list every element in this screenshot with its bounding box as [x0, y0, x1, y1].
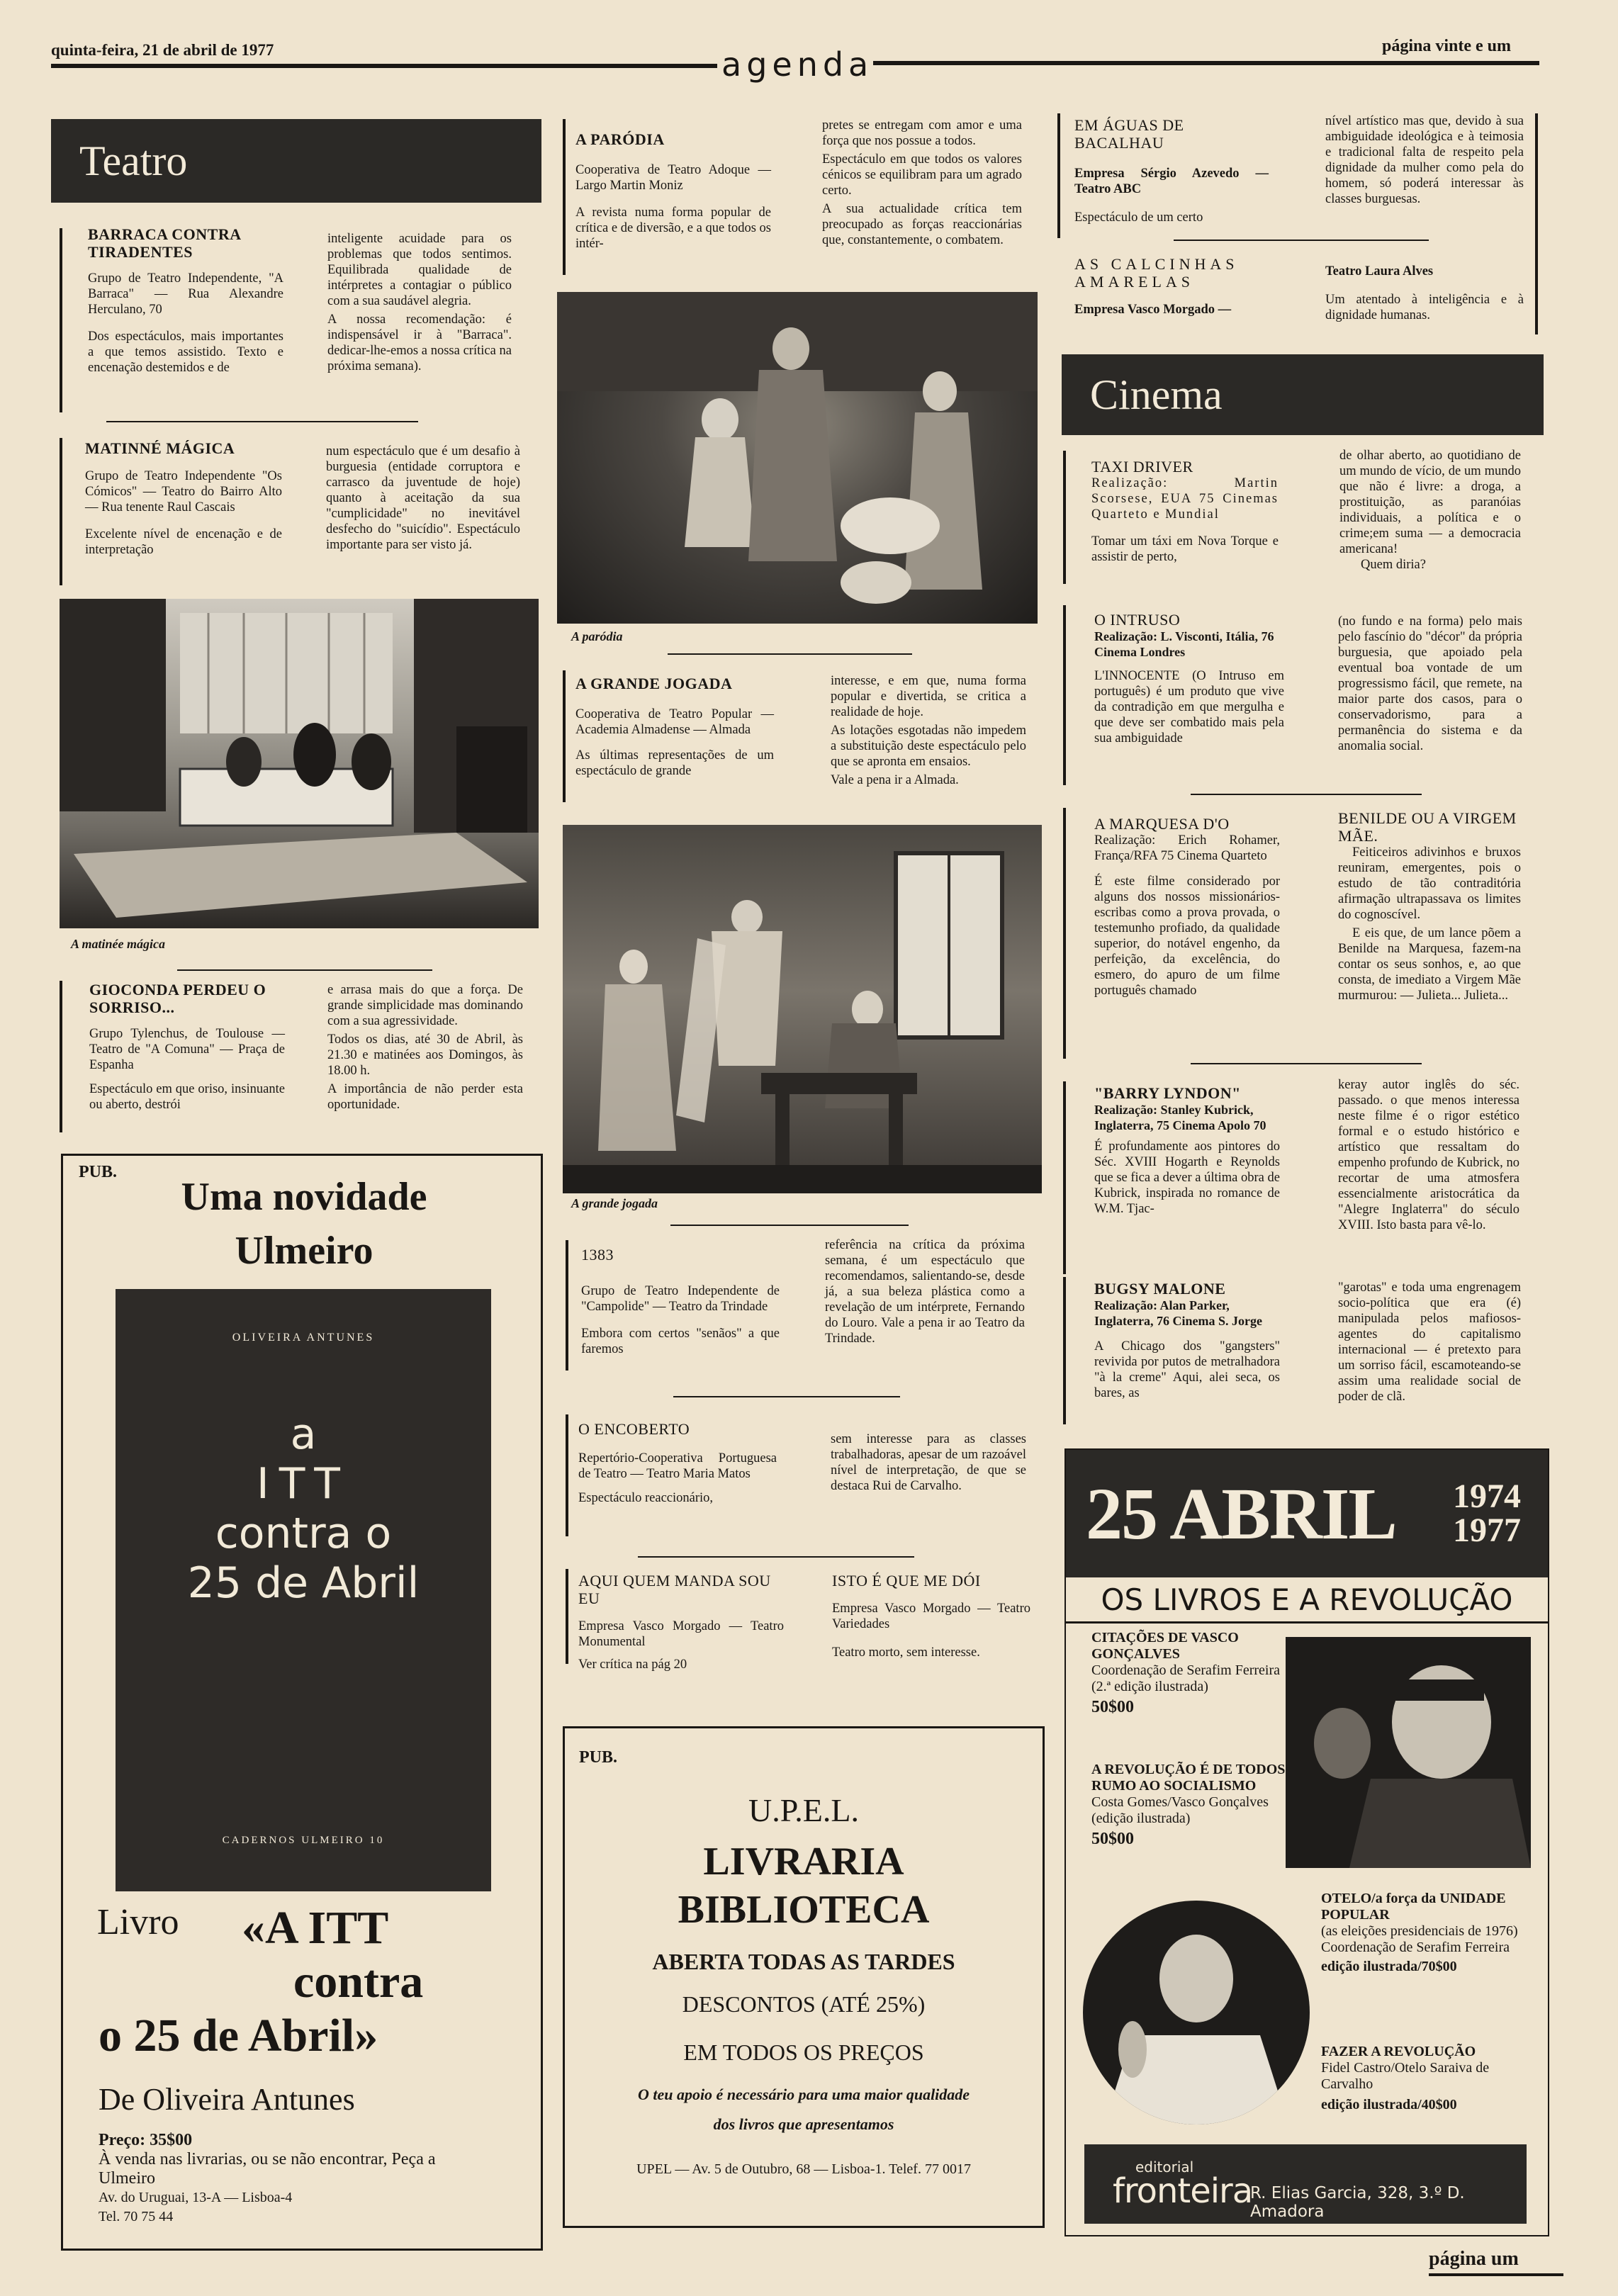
col2-bar-4 [566, 1414, 568, 1536]
b3-title: OTELO/a força da UNIDADE POPULAR [1321, 1891, 1506, 1923]
matine-text1: Excelente nível de encenação e de interpretação [85, 527, 282, 557]
parodia-text3: Espectáculo em que todos os valores cénicos se equilibram para um agrado certo. [822, 152, 1022, 198]
matine-review [85, 439, 282, 558]
gioconda-title: GIOCONDA PERDEU O SORRISO... [89, 981, 266, 1016]
intruso-credits: Realização: L. Visconti, Itália, 76 Cinema Londres [1094, 629, 1274, 659]
gioconda-review-cont [327, 982, 523, 1113]
n1383-review-cont [825, 1237, 1025, 1346]
ad-ulmeiro-livro: Livro [97, 1902, 179, 1942]
vasco-photo-art [1286, 1637, 1531, 1868]
caption-grande: A grande jogada [571, 1196, 658, 1210]
ad-upel-all: EM TODOS OS PREÇOS [683, 2039, 924, 2065]
section-title: agenda [721, 45, 874, 84]
barry-text1: É profundamente aos pintores do Séc. XVIII Hogarth e Reynolds que se fica a dever a última obra de Kubrick, inspirada no romance de W.M. Tjac- [1094, 1139, 1280, 1216]
n1383-title: 1383 [581, 1246, 614, 1264]
marquesa-text2: BENILDE OU A VIRGEM MÃE. [1338, 809, 1517, 845]
b4-title: FAZER A REVOLUÇÃO [1321, 2044, 1476, 2059]
parodia-text4: A sua actualidade crítica tem preocupado as forças reaccionárias que, constantemente, o combatem. [822, 202, 1022, 247]
fronteira-publisher-addr: R. Elias Garcia, 328, 3.º D. Amadora [1250, 2184, 1465, 2221]
taxi-credits: Realização: Martin Scorsese, EUA 75 Cinemas Quarteto e Mundial [1091, 476, 1279, 522]
gioconda-credits: Grupo Tylenchus, de Toulouse — Teatro de "A Comuna" — Praça de Espanha [89, 1027, 285, 1072]
fronteira-book1 [1091, 1630, 1290, 1716]
book-cover-a: a [290, 1409, 317, 1459]
barry-text2: keray autor inglês do séc. passado. o que menos interessa neste filme é o rigor estético formal e o estudo histórico e artístico que ressaltam do empenho profundo de Kubrick, no recortar de uma atmosfera essencialmente aristocrática da "Alegre Inglaterra" do século XVIII. Isto basta para vê-lo. [1338, 1078, 1519, 1232]
ad-upel-body [565, 1791, 1043, 2179]
rule-5 [673, 1396, 900, 1397]
book-cover-line3: 25 de Abril [187, 1558, 420, 1608]
footer-rule [1429, 2273, 1563, 2276]
col1-bar-2 [60, 438, 62, 585]
cinema-banner-title: Cinema [1090, 371, 1223, 418]
b2-price: 50$00 [1091, 1830, 1134, 1848]
grandejogada-photo [563, 825, 1042, 1193]
barraca-credits: Grupo de Teatro Independente, "A Barraca" — Rua Alexandre Herculano, 70 [88, 271, 283, 317]
parodia-title: A PARÓDIA [575, 130, 665, 148]
grandejogada-photo-art [563, 825, 1042, 1193]
calcinhas-review [1074, 255, 1287, 317]
grandejogada-text3: As lotações esgotadas não impedem a substituição deste espectáculo pelo que se apronta em ensaios. [831, 724, 1026, 769]
rule-4 [670, 1225, 909, 1226]
book-cover-title [116, 1409, 491, 1608]
ad-ulmeiro-booktitle [99, 1901, 517, 2063]
aquiquem-credits: Empresa Vasco Morgado — Teatro Monumental [578, 1619, 784, 1649]
ad-ulmeiro-pub: PUB. [79, 1163, 117, 1181]
marquesa-text4: E eis que, de um lance põem a Benilde na Marquesa, fazem-na contar os seus sonhos, e, ao que consta, de imediato a Virgem Mãe murmurou: — Julieta... Julieta... [1338, 926, 1521, 1003]
footer-page: página um [1429, 2248, 1519, 2270]
marquesa-title: A MARQUESA D'O [1094, 815, 1230, 833]
grandejogada-text4: Vale a pena ir a Almada. [831, 773, 959, 787]
encoberto-review [578, 1420, 777, 1506]
parodia-photo-art [557, 292, 1038, 624]
taxi-text3: Quem diria? [1361, 558, 1426, 572]
parodia-credits: Cooperativa de Teatro Adoque — Largo Martin Moniz [575, 163, 771, 193]
col2-bar-3 [566, 1240, 568, 1371]
istoe-title: ISTO É QUE ME DÓI [832, 1572, 981, 1589]
aguas-review [1074, 116, 1269, 225]
grandejogada-credits: Cooperativa de Teatro Popular — Academia Almadense — Almada [575, 707, 774, 737]
matine-photo [60, 599, 539, 928]
gioconda-text2: e arrasa mais do que a força. De grande simplicidade mas dominando com a sua agressividade. [327, 983, 523, 1028]
calcinhas-credits: Empresa Vasco Morgado — [1074, 303, 1232, 317]
encoberto-title: O ENCOBERTO [578, 1420, 690, 1438]
fronteira-year1: 1974 [1453, 1478, 1521, 1515]
b4-info: Fidel Castro/Otelo Saraiva de Carvalho [1321, 2060, 1490, 2092]
aquiquem-title: AQUI QUEM MANDA SOU EU [578, 1572, 771, 1607]
marquesa-text3: Feiticeiros adivinhos e bruxos reuniram, emergentes, pois o estudo de tão contraditória afirmação ultrapassava os limites do cognoscível. [1338, 845, 1521, 922]
grandejogada-review-cont [831, 673, 1026, 788]
aguas-text1: Espectáculo de um certo [1074, 210, 1203, 225]
taxi-review [1091, 458, 1279, 565]
encoberto-credits: Repertório-Cooperativa Portuguesa de Teatro — Teatro Maria Matos [578, 1451, 777, 1481]
parodia-review-cont [822, 118, 1022, 248]
parodia-text1: A revista numa forma popular de crítica e de diversão, e a que todos os intér- [575, 206, 771, 251]
header-page: página vinte e um [1382, 37, 1512, 55]
b3-price: edição ilustrada/70$00 [1321, 1959, 1457, 1974]
aguas-review-cont [1325, 113, 1524, 207]
ad-upel-name: U.P.E.L. [748, 1792, 859, 1828]
taxi-text2: de olhar aberto, ao quotidiano de um mundo de vício, de um mundo que não é livre: a droga, a prostituição, as paranóias individuais, a política e o crime;em suma — a democracia americana! [1339, 449, 1521, 556]
ad-upel-open: ABERTA TODAS AS TARDES [652, 1949, 955, 1974]
col1-bar-3 [60, 981, 62, 1132]
rule-8 [1191, 794, 1422, 795]
rule-6 [638, 1556, 914, 1558]
intruso-review-cont [1338, 614, 1522, 754]
ad-upel-support2: dos livros que apresentamos [713, 2115, 894, 2133]
header-rule-left [51, 64, 717, 68]
fronteira-publisher-band [1084, 2144, 1527, 2224]
aguas-text2: nível artístico mas que, devido à sua ambiguidade ideológica e à teimosia e tradicional falta de respeito pela dignidade da mulher como pela do homem, só poderá interessar às classes burguesas. [1325, 114, 1524, 206]
barraca-review-cont [327, 231, 512, 374]
encoberto-text1: Espectáculo reaccionário, [578, 1491, 714, 1505]
fronteira-subtitle: OS LIVROS E A REVOLUÇÃO [1066, 1579, 1548, 1623]
gioconda-review [89, 981, 285, 1113]
col3-bar-1 [1057, 113, 1060, 238]
gioconda-text1: Espectáculo em que oriso, insinuante ou aberto, destrói [89, 1082, 285, 1112]
fronteira-book2 [1091, 1762, 1290, 1847]
ad-upel-discount: DESCONTOS (ATÉ 25%) [682, 1991, 926, 2017]
ad-ulmeiro-author: De Oliveira Antunes [99, 2082, 355, 2117]
book-cover-series: CADERNOS ULMEIRO 10 [222, 1835, 385, 1846]
calcinhas-review-cont [1325, 264, 1524, 323]
barraca-review [88, 225, 283, 376]
ad-ulmeiro-headline [63, 1170, 545, 1278]
calcinhas-title: AS CALCINHAS AMARELAS [1074, 255, 1239, 291]
matine-text2: num espectáculo que é um desafio à burguesia (entidade corruptora e carrasco da juventude de hoje) quanto à aceitação da sua "cumplicidade" no inevitável desfecho do "suicídio". Espectáculo importante para ser visto já. [326, 444, 520, 552]
istoe-credits: Empresa Vasco Morgado — Teatro Variedades [832, 1602, 1030, 1631]
b2-title: A REVOLUÇÃO É DE TODOS RUMO AO SOCIALISMO [1091, 1762, 1286, 1794]
n1383-text1: Embora com certos "senãos" a que faremos [581, 1327, 780, 1356]
b4-price: edição ilustrada/40$00 [1321, 2097, 1457, 2112]
aquiquem-review [578, 1572, 784, 1672]
col3-right-bar [1535, 113, 1538, 334]
col2-bar-2 [563, 670, 566, 802]
fronteira-publisher-small: editorial [1135, 2159, 1194, 2176]
fronteira-photo-otelo [1083, 1901, 1310, 2125]
barry-title: "BARRY LYNDON" [1094, 1084, 1241, 1102]
cin-bar-5 [1063, 1277, 1066, 1424]
ad-ulmeiro-title1: «A ITT [242, 1902, 389, 1954]
b1-ed: (2.ª edição ilustrada) [1091, 1679, 1208, 1694]
fronteira-date: 25 ABRIL [1086, 1473, 1396, 1555]
rule-3 [668, 653, 912, 655]
bugsy-review [1094, 1280, 1280, 1401]
bugsy-text2: "garotas" e toda uma engrenagem socio-política que era (é) manipulada pelos mafiosos-agentes do capitalismo internacional — é pretexto para um sorriso fácil, escamoteando-se assim uma realidade social de poder de clã. [1338, 1281, 1521, 1404]
fronteira-book3 [1321, 1891, 1534, 1975]
intruso-title: O INTRUSO [1094, 611, 1181, 629]
b1-info: Coordenação de Serafim Ferreira [1091, 1662, 1280, 1678]
istoe-text1: Teatro morto, sem interesse. [832, 1645, 980, 1660]
rule-1 [106, 421, 418, 422]
cin-bar-3 [1063, 808, 1066, 1059]
rule-9 [1191, 1063, 1422, 1064]
b2-ed: (edição ilustrada) [1091, 1811, 1191, 1826]
marquesa-text1: É este filme considerado por alguns dos nossos missionários-escribas como a prova provada, o testemunho profiado, da qualidade superior, do notável engenho, da perfeição, da excelência, do esmero, do apuro de um filme português chamado [1094, 874, 1280, 998]
fronteira-book4 [1321, 2044, 1534, 2113]
aguas-title: EM ÁGUAS DE BACALHAU [1074, 116, 1184, 152]
book-cover-author: OLIVEIRA ANTUNES [232, 1332, 375, 1344]
calcinhas-credits2: Teatro Laura Alves [1325, 264, 1434, 278]
ad-ulmeiro-headline-2: Ulmeiro [235, 1229, 373, 1273]
ad-upel [563, 1726, 1045, 2228]
otelo-photo-art [1083, 1901, 1310, 2125]
ad-upel-pub: PUB. [579, 1748, 617, 1767]
ad-upel-address: UPEL — Av. 5 de Outubro, 68 — Lisboa-1. Telef. 77 0017 [636, 2161, 971, 2177]
rule-7 [1174, 240, 1429, 241]
barry-credits: Realização: Stanley Kubrick, Inglaterra, 75 Cinema Apolo 70 [1094, 1103, 1266, 1132]
ad-upel-line2: BIBLIOTECA [678, 1888, 930, 1932]
grandejogada-text1: As últimas representações de um espectáculo de grande [575, 748, 774, 778]
header-rule-right [873, 61, 1539, 65]
matine-credits: Grupo de Teatro Independente "Os Cómicos" — Teatro do Bairro Alto — Rua tenente Raul Cascais [85, 469, 282, 514]
barraca-text3: A nossa recomendação: é indispensável ir à "Barraca". dedicar-lhe-emos a nossa crítica na próxima semana). [327, 313, 512, 373]
caption-parodia: A paródia [571, 629, 623, 643]
matine-photo-art [60, 599, 539, 928]
cin-bar-4 [1063, 1081, 1066, 1274]
marquesa-credits: Realização: Erich Rohamer, França/RFA 75 Cinema Quarteto [1094, 833, 1280, 863]
ad-ulmeiro-tel: Tel. 70 75 44 [99, 2209, 174, 2224]
barry-review [1094, 1084, 1280, 1217]
book-cover-line2: contra o [215, 1509, 392, 1558]
barry-review-cont [1338, 1077, 1519, 1233]
fronteira-photo-vasco [1286, 1637, 1531, 1868]
fronteira-years [1453, 1480, 1521, 1548]
fronteira-publisher: fronteira [1113, 2171, 1253, 2211]
n1383-text2: referência na crítica da próxima semana, é um espectáculo que recomendamos, salientando-se, desde já, a sua beleza plástica como a revelação de um intérprete, Fernando do Louro. Vale a pena ir ao Teatro da Trindade. [825, 1238, 1025, 1346]
col1-bar-1 [60, 228, 62, 412]
ad-fronteira [1064, 1448, 1549, 2236]
parodia-photo [557, 292, 1038, 624]
cinema-banner [1062, 354, 1544, 435]
parodia-text2: pretes se entregam com amor e uma força que nos possue a todos. [822, 118, 1022, 148]
matine-title: MATINNÉ MÁGICA [85, 439, 235, 457]
taxi-review-cont [1339, 448, 1521, 573]
marquesa-review-cont [1338, 809, 1521, 1003]
ad-ulmeiro-price: Preço: 35$00 [99, 2131, 193, 2149]
gioconda-text4: A importância de não perder esta oportunidade. [327, 1082, 523, 1112]
gioconda-text3: Todos os dias, até 30 de Abril, às 21.30 e matinées aos Domingos, às 18.00 h. [327, 1032, 523, 1078]
header-date: quinta-feira, 21 de abril de 1977 [51, 41, 274, 59]
b1-price: 50$00 [1091, 1698, 1134, 1716]
parodia-review [575, 130, 771, 252]
barraca-title: BARRACA CONTRA TIRADENTES [88, 225, 241, 261]
bugsy-review-cont [1338, 1280, 1521, 1405]
n1383-review [581, 1246, 780, 1357]
aquiquem-text1: Ver crítica na pág 20 [578, 1658, 687, 1672]
b3-info: (as eleições presidenciais de 1976) Coordenação de Serafim Ferreira [1321, 1923, 1518, 1955]
book-cover-line1: ITT [257, 1459, 350, 1509]
matine-review-cont [326, 444, 520, 553]
aguas-credits: Empresa Sérgio Azevedo — Teatro ABC [1074, 167, 1269, 196]
marquesa-review [1094, 815, 1280, 998]
cin-bar-1 [1063, 451, 1066, 584]
col2-bar-5 [566, 1569, 568, 1664]
encoberto-review-cont [831, 1431, 1026, 1494]
teatro-banner-title: Teatro [79, 137, 188, 184]
n1383-credits: Grupo de Teatro Independente de "Campolide" — Teatro da Trindade [581, 1284, 780, 1314]
encoberto-text2: sem interesse para as classes trabalhadoras, apesar de um razoável nível de interpretação, de que se destaca Rui de Carvalho. [831, 1432, 1026, 1493]
bugsy-title: BUGSY MALONE [1094, 1280, 1226, 1298]
grandejogada-review [575, 675, 809, 779]
ad-ulmeiro-headline-1: Uma novidade [181, 1175, 427, 1219]
caption-matine: A matinée mágica [71, 937, 165, 951]
bugsy-credits: Realização: Alan Parker, Inglaterra, 76 Cinema S. Jorge [1094, 1298, 1262, 1328]
book-cover [116, 1289, 491, 1891]
grandejogada-title: A GRANDE JOGADA [575, 675, 733, 692]
barraca-text2: inteligente acuidade para os problemas que todos sentimos. Equilibrada qualidade de intérpretes a contagiar o público com a sua saudável alegria. [327, 232, 512, 308]
ad-upel-line1: LIVRARIA [703, 1840, 904, 1884]
intruso-review [1094, 611, 1284, 746]
ad-upel-support1: O teu apoio é necessário para uma maior qualidade [637, 2086, 970, 2103]
fronteira-banner [1066, 1450, 1548, 1577]
b2-info: Costa Gomes/Vasco Gonçalves [1091, 1794, 1269, 1810]
ad-ulmeiro-title3: o 25 de Abril» [99, 2010, 378, 2061]
taxi-text1: Tomar um táxi em Nova Torque e assistir de perto, [1091, 534, 1279, 564]
calcinhas-text1: Um atentado à inteligência e à dignidade humanas. [1325, 293, 1524, 322]
col2-bar-1 [563, 119, 566, 275]
ad-ulmeiro-details [99, 2131, 495, 2227]
grandejogada-text2: interesse, e em que, numa forma popular e divertida, se critica a realidade de hoje. [831, 674, 1026, 719]
ad-ulmeiro-sale: À venda nas livrarias, ou se não encontrar, Peça a Ulmeiro [99, 2150, 436, 2188]
cin-bar-2 [1063, 605, 1066, 785]
teatro-banner [51, 119, 541, 203]
bugsy-text1: A Chicago dos "gangsters" revivida por putos de metralhadora "à la creme" Aqui, alei seca, os bares, as [1094, 1339, 1280, 1400]
intruso-text2: (no fundo e na forma) pelo mais pelo fascínio do "décor" da própria burguesia, que apoiado pela eventual boa vontade de um progressismo fácil, que remete, na maior parte dos casos, para o conservadorismo, para a permanência do sistema e da anomalia social. [1338, 614, 1522, 753]
ad-ulmeiro-title2: contra [293, 1956, 424, 2008]
b1-title: CITAÇÕES DE VASCO GONÇALVES [1091, 1630, 1239, 1662]
ad-ulmeiro-address: Av. do Uruguai, 13-A — Lisboa-4 [99, 2190, 293, 2205]
intruso-text1: L'INNOCENTE (O Intruso em português) é um produto que vive da contradição em que mergulha e que deve ser combatido mais pela sua ambiguidade [1094, 669, 1284, 745]
istoe-review [832, 1572, 1030, 1660]
fronteira-year2: 1977 [1453, 1512, 1521, 1549]
rule-2 [177, 969, 432, 971]
ad-ulmeiro [61, 1154, 543, 2251]
barraca-text1: Dos espectáculos, mais importantes a que temos assistido. Texto e encenação destemidos e de [88, 330, 283, 375]
taxi-title: TAXI DRIVER [1091, 458, 1193, 475]
